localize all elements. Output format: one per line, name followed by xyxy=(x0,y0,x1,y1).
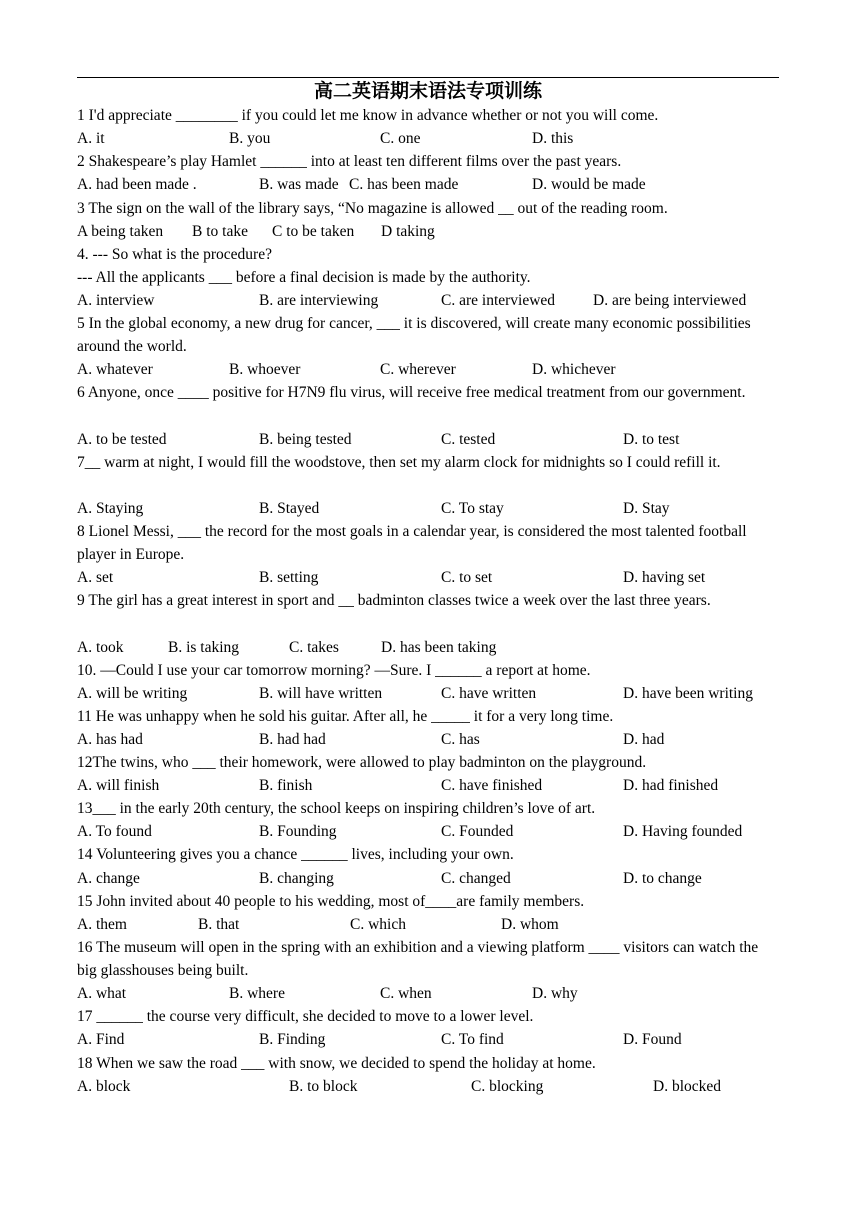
option-a: A. whatever xyxy=(77,361,153,378)
options-3 xyxy=(77,220,787,243)
options-2 xyxy=(77,173,787,196)
question-8: 8 Lionel Messi, ___ the record for the most goals in a calendar year, is considered the most talented football player in Europe. xyxy=(77,523,747,564)
question-15: 15 John invited about 40 people to his wedding, most of____are family members. xyxy=(77,893,585,910)
options-18 xyxy=(77,1075,787,1098)
option-c: C. tested xyxy=(441,431,496,448)
option-a: A. had been made . xyxy=(77,176,197,193)
question-14: 14 Volunteering gives you a chance ______ lives, including your own. xyxy=(77,846,514,863)
options-16 xyxy=(77,982,787,1005)
options-12 xyxy=(77,774,787,797)
option-d: D. Found xyxy=(623,1031,682,1048)
option-b: B. Founding xyxy=(259,823,337,840)
options-10 xyxy=(77,682,787,705)
question-1: 1 I'd appreciate ________ if you could let me know in advance whether or not you will come. xyxy=(77,107,659,124)
option-b: B. are interviewing xyxy=(259,292,379,309)
option-d: D. have been writing xyxy=(623,685,753,702)
option-d: D. having set xyxy=(623,569,706,586)
option-d: D. Having founded xyxy=(623,823,743,840)
question-2: 2 Shakespeare’s play Hamlet ______ into at least ten different films over the past years. xyxy=(77,153,622,170)
option-c: C. to set xyxy=(441,569,493,586)
option-a: A. has had xyxy=(77,731,143,748)
options-14 xyxy=(77,867,787,890)
options-13 xyxy=(77,820,787,843)
option-a: A. will finish xyxy=(77,777,160,794)
option-b: B. that xyxy=(198,916,240,933)
option-c: C. have finished xyxy=(441,777,543,794)
option-a: A. took xyxy=(77,639,124,656)
option-c: C. one xyxy=(380,130,421,147)
question-6: 6 Anyone, once ____ positive for H7N9 flu virus, will receive free medical treatment from our government. xyxy=(77,384,746,401)
option-b: B. to block xyxy=(289,1078,358,1095)
option-b: B. finish xyxy=(259,777,313,794)
option-a: A. what xyxy=(77,985,127,1002)
option-b: B. was made xyxy=(259,176,339,193)
option-b: B. whoever xyxy=(229,361,301,378)
option-c: C. changed xyxy=(441,870,511,887)
option-d: D. are being interviewed xyxy=(593,292,747,309)
question-12: 12The twins, who ___ their homework, were allowed to play badminton on the playground. xyxy=(77,754,647,771)
option-d: D. whom xyxy=(501,916,559,933)
option-a: A. will be writing xyxy=(77,685,188,702)
question-4-line-2: --- All the applicants ___ before a final decision is made by the authority. xyxy=(77,269,531,286)
option-a: A. it xyxy=(77,130,105,147)
option-a: A being taken xyxy=(77,223,164,240)
question-18: 18 When we saw the road ___ with snow, we decided to spend the holiday at home. xyxy=(77,1055,596,1072)
option-a: A. set xyxy=(77,569,114,586)
question-11: 11 He was unhappy when he sold his guitar. After all, he _____ it for a very long time. xyxy=(77,708,614,725)
option-b: B. where xyxy=(229,985,285,1002)
option-c: C. wherever xyxy=(380,361,456,378)
option-d: D. this xyxy=(532,130,574,147)
option-b: B. being tested xyxy=(259,431,352,448)
question-3: 3 The sign on the wall of the library says, “No magazine is allowed __ out of the reading room. xyxy=(77,200,668,217)
option-d: D. had xyxy=(623,731,665,748)
option-d: D. Stay xyxy=(623,500,670,517)
option-a: A. them xyxy=(77,916,127,933)
options-17 xyxy=(77,1028,787,1051)
question-4: 4. --- So what is the procedure? xyxy=(77,246,272,263)
question-17: 17 ______ the course very difficult, she decided to move to a lower level. xyxy=(77,1008,534,1025)
option-d: D. blocked xyxy=(653,1078,722,1095)
option-d: D. to change xyxy=(623,870,702,887)
option-b: B. setting xyxy=(259,569,319,586)
option-c: C. blocking xyxy=(471,1078,544,1095)
option-c: C. To find xyxy=(441,1031,504,1048)
options-6 xyxy=(77,428,787,451)
option-c: C. are interviewed xyxy=(441,292,556,309)
option-c: C. has xyxy=(441,731,480,748)
question-7: 7__ warm at night, I would fill the woodstove, then set my alarm clock for midnights so I could refill it. xyxy=(77,454,721,471)
option-b: B. Finding xyxy=(259,1031,326,1048)
option-a: A. interview xyxy=(77,292,155,309)
question-13: 13___ in the early 20th century, the school keeps on inspiring children’s love of art. xyxy=(77,800,596,817)
option-a: A. Find xyxy=(77,1031,125,1048)
options-8 xyxy=(77,566,787,589)
question-16: 16 The museum will open in the spring with an exhibition and a viewing platform ____ visitors can watch the big glasshouses being built. xyxy=(77,939,759,980)
options-9 xyxy=(77,636,787,659)
option-c: C. which xyxy=(350,916,406,933)
option-b: B to take xyxy=(192,223,248,240)
option-b: B. you xyxy=(229,130,271,147)
option-d: D. whichever xyxy=(532,361,616,378)
option-b: B. changing xyxy=(259,870,334,887)
option-a: A. Staying xyxy=(77,500,144,517)
option-a: A. block xyxy=(77,1078,131,1095)
option-c: C. To stay xyxy=(441,500,504,517)
option-c: C. has been made xyxy=(349,176,459,193)
options-11 xyxy=(77,728,787,751)
option-d: D. to test xyxy=(623,431,680,448)
question-5: 5 In the global economy, a new drug for cancer, ___ it is discovered, will create many economic possibilities around the world. xyxy=(77,315,751,356)
option-a: A. change xyxy=(77,870,140,887)
option-a: A. to be tested xyxy=(77,431,167,448)
option-c: C to be taken xyxy=(272,223,355,240)
option-c: C. when xyxy=(380,985,432,1002)
options-7 xyxy=(77,497,787,520)
option-b: B. will have written xyxy=(259,685,383,702)
option-d: D. would be made xyxy=(532,176,646,193)
options-4 xyxy=(77,289,787,312)
header-rule xyxy=(77,77,779,78)
option-b: B. had had xyxy=(259,731,326,748)
option-c: C. Founded xyxy=(441,823,514,840)
options-1 xyxy=(77,127,787,150)
option-c: C. have written xyxy=(441,685,537,702)
option-d: D. why xyxy=(532,985,578,1002)
option-d: D taking xyxy=(381,223,435,240)
option-b: B. is taking xyxy=(168,639,240,656)
options-15 xyxy=(77,913,787,936)
option-d: D. has been taking xyxy=(381,639,497,656)
question-9: 9 The girl has a great interest in sport and __ badminton classes twice a week over the last three years. xyxy=(77,592,711,609)
question-10: 10. —Could I use your car tomorrow morning? —Sure. I ______ a report at home. xyxy=(77,662,591,679)
options-5 xyxy=(77,358,787,381)
page-title: 高二英语期末语法专项训练 xyxy=(313,80,542,102)
option-a: A. To found xyxy=(77,823,152,840)
option-c: C. takes xyxy=(289,639,339,656)
option-d: D. had finished xyxy=(623,777,719,794)
option-b: B. Stayed xyxy=(259,500,320,517)
